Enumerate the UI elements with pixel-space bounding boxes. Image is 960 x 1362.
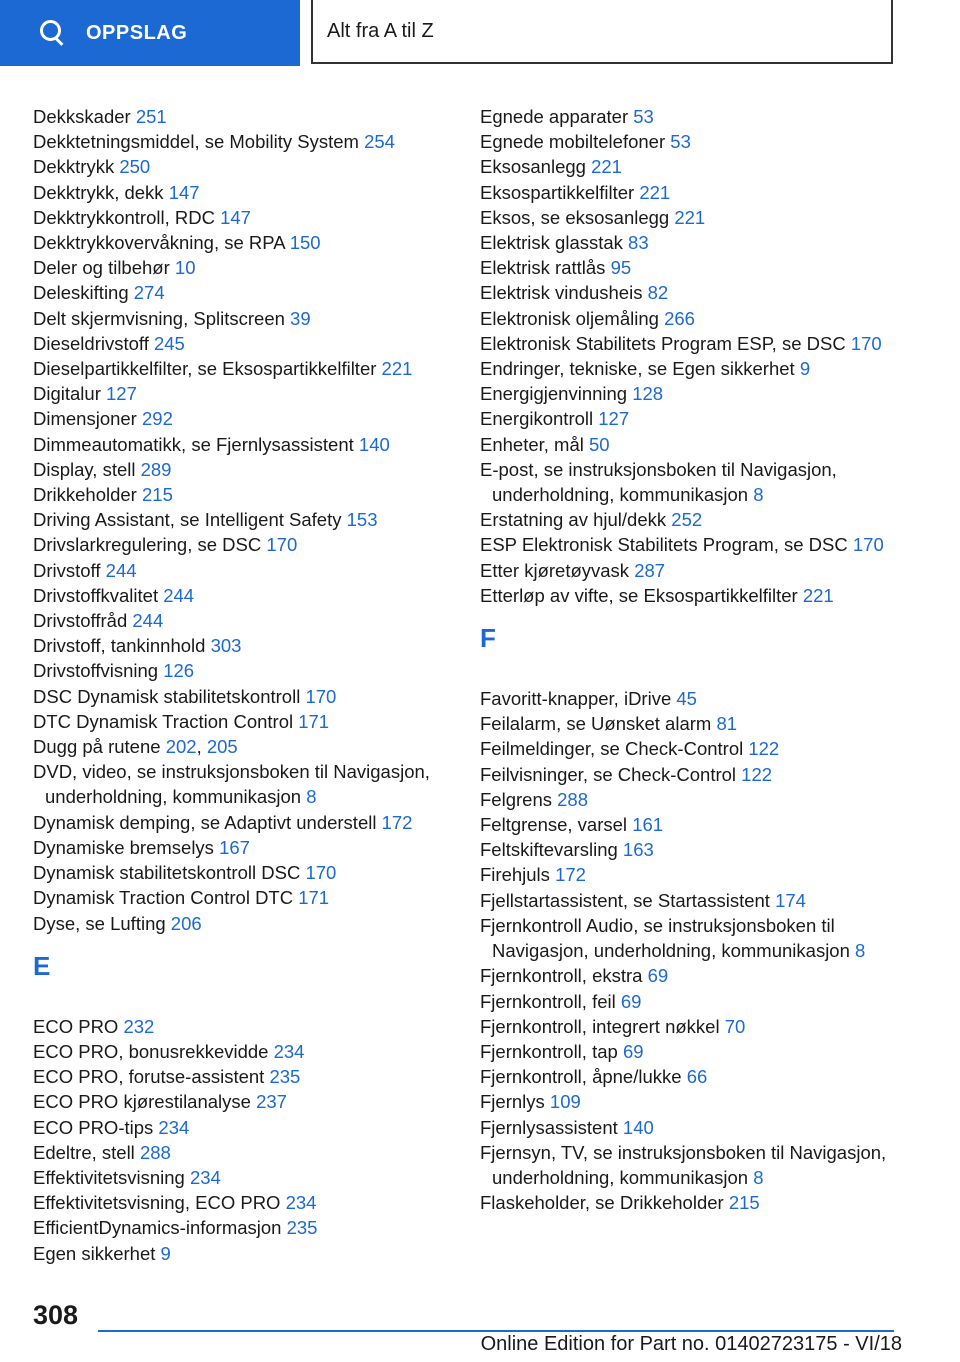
- index-entry: [480, 306, 910, 331]
- entry-term: Etter kjøretøyvask: [480, 559, 635, 581]
- index-entry: [33, 104, 463, 129]
- page-link[interactable]: 140: [622, 1116, 654, 1138]
- index-entry: [33, 835, 463, 860]
- entry-term: Flaskeholder, se Drikkeholder: [480, 1192, 729, 1214]
- entry-term: Feilalarm, se Uønsket alarm: [480, 713, 717, 735]
- entry-term: DTC Dynamisk Traction Control: [33, 710, 299, 732]
- index-entry: [480, 1140, 910, 1190]
- index-entry: [33, 759, 463, 809]
- entry-term: Dieselpartikkelfilter, se Eksospartikkelfilter: [33, 358, 382, 380]
- index-entry: [33, 1165, 463, 1190]
- index-entry: [480, 230, 910, 255]
- page-link[interactable]: 234: [285, 1192, 317, 1214]
- page-link[interactable]: 221: [802, 584, 834, 606]
- index-entry: [33, 1089, 463, 1114]
- entry-term: Digitalur: [33, 383, 106, 405]
- entry-term: Energigjenvinning: [480, 383, 633, 405]
- entry-term: Egnede apparater: [480, 106, 634, 127]
- entry-term: Dekktrykk: [33, 156, 120, 178]
- entry-term: Deleskifting: [33, 282, 134, 304]
- page-link[interactable]: 122: [748, 738, 780, 760]
- page-link[interactable]: 8: [855, 940, 866, 962]
- entry-term: Feilvisninger, se Check-Control: [480, 763, 742, 785]
- entry-term: Fjernkontroll Audio, se instruksjonsboken til Navigasjon, underholdning, kommunikasjon: [480, 914, 856, 962]
- breadcrumb-text: Alt fra A til Z: [327, 19, 434, 42]
- page-link[interactable]: 215: [142, 484, 173, 506]
- footer-edition: [481, 1333, 902, 1356]
- page-number: 308: [33, 1300, 79, 1330]
- page-link[interactable]: 245: [153, 332, 185, 354]
- index-entry: [33, 1039, 463, 1064]
- index-entry: [33, 860, 463, 885]
- index-entry: [33, 507, 463, 532]
- page-link[interactable]: 288: [557, 788, 588, 810]
- index-entry: [480, 583, 910, 608]
- entry-term: Drivstoffråd: [33, 610, 133, 632]
- search-icon: [40, 20, 66, 46]
- entry-term: Effektivitetsvisning: [33, 1166, 190, 1188]
- section-letter: E: [33, 950, 51, 981]
- page-link[interactable]: 237: [256, 1091, 287, 1113]
- index-entry: [33, 1140, 463, 1165]
- index-entry: [480, 1089, 910, 1114]
- index-entry: [480, 180, 910, 205]
- page-link[interactable]: 50: [589, 433, 610, 455]
- page-link[interactable]: 150: [289, 232, 321, 254]
- page-link[interactable]: 127: [106, 383, 137, 405]
- page-link[interactable]: 9: [799, 358, 811, 380]
- page-link[interactable]: 170: [305, 685, 337, 707]
- page-link[interactable]: 235: [269, 1066, 301, 1088]
- index-entry: [480, 1039, 910, 1064]
- entry-term: Dekktrykkovervåkning, se RPA: [33, 232, 290, 254]
- index-entry: [33, 583, 463, 608]
- page-link[interactable]: 232: [123, 1015, 155, 1037]
- entry-term: Display, stell: [33, 458, 141, 480]
- page-link[interactable]: 234: [273, 1040, 305, 1062]
- index-entry: [33, 1115, 463, 1140]
- index-entry: [33, 356, 463, 381]
- entry-term: Fjernkontroll, åpne/lukke: [480, 1066, 687, 1088]
- page-link[interactable]: 53: [633, 106, 654, 127]
- page-link[interactable]: 9: [160, 1242, 171, 1264]
- index-entry: [480, 1014, 910, 1039]
- index-entry: [33, 331, 463, 356]
- page-link[interactable]: 288: [139, 1141, 171, 1163]
- index-entry: [33, 1014, 463, 1039]
- index-entry: [33, 810, 463, 835]
- entry-term: Drivstoff, tankinnhold: [33, 635, 211, 657]
- index-entry: [480, 862, 910, 887]
- index-entry: [480, 736, 910, 761]
- index-entry: [480, 837, 910, 862]
- index-entry: [33, 482, 463, 507]
- page-link[interactable]: 81: [716, 713, 738, 735]
- page-link[interactable]: 69: [647, 965, 669, 987]
- edition-text: Online Edition for Part no. 01402723175 - VI/18: [480, 1333, 902, 1355]
- entry-term: Dugg på rutene: [33, 736, 166, 758]
- entry-term: Drivstoff: [33, 559, 106, 581]
- entry-term: Endringer, tekniske, se Egen sikkerhet: [480, 358, 800, 380]
- page-link[interactable]: 221: [591, 156, 622, 178]
- page-link[interactable]: 8: [306, 786, 317, 808]
- entry-term: EfficientDynamics-informasjon: [33, 1217, 287, 1239]
- entry-term: DSC Dynamisk stabilitetskontroll: [33, 685, 306, 707]
- page-link[interactable]: 205: [206, 736, 238, 758]
- entry-term: Dekktrykkontroll, RDC: [33, 206, 221, 228]
- page-link[interactable]: 128: [632, 383, 664, 405]
- index-entry: [480, 686, 910, 711]
- entry-term: Driving Assistant, se Intelligent Safety: [33, 509, 347, 531]
- header: [0, 0, 960, 66]
- index-entry: [33, 1241, 463, 1266]
- entry-term: Dekktrykk, dekk: [33, 181, 169, 203]
- entry-term: Fjernsyn, TV, se instruksjonsboken til Navigasjon, underholdning, kommunikasjon: [480, 1141, 887, 1188]
- page-link[interactable]: 10: [174, 257, 196, 279]
- entry-term: Dynamisk Traction Control DTC: [33, 887, 299, 909]
- page-link[interactable]: 174: [775, 889, 806, 911]
- index-entry: [480, 787, 910, 812]
- page-link[interactable]: 244: [105, 559, 137, 581]
- page-link[interactable]: 69: [622, 1040, 644, 1062]
- index-entry: [33, 230, 463, 255]
- page-link[interactable]: 167: [219, 836, 250, 858]
- page-link[interactable]: 8: [753, 484, 764, 506]
- entry-term: Drivstoffkvalitet: [33, 584, 164, 606]
- page-link[interactable]: 292: [142, 408, 173, 430]
- index-entry: [33, 306, 463, 331]
- page-link[interactable]: 170: [850, 332, 882, 354]
- page-link[interactable]: 234: [158, 1116, 190, 1138]
- index-entry: [480, 711, 910, 736]
- index-entry: [480, 356, 910, 381]
- index-entry: [33, 1064, 463, 1089]
- index-entry: [480, 104, 910, 129]
- index-entry: [480, 255, 910, 280]
- page-link[interactable]: 8: [753, 1166, 764, 1188]
- page-link[interactable]: 274: [133, 282, 165, 304]
- entry-term: Elektrisk vindusheis: [480, 282, 648, 304]
- entry-term: Dimensjoner: [33, 408, 142, 430]
- index-entry: Dugg på rutene 202, 205: [33, 736, 238, 758]
- entry-term: Fjernkontroll, tap: [480, 1040, 623, 1062]
- page-link[interactable]: 234: [189, 1166, 221, 1188]
- index-entry: [480, 762, 910, 787]
- index-entry: [480, 205, 910, 230]
- entry-term: Edeltre, stell: [33, 1141, 140, 1163]
- page-link[interactable]: 244: [132, 610, 164, 632]
- tab-label: OPPSLAG: [86, 21, 188, 44]
- page-link[interactable]: 66: [686, 1066, 708, 1088]
- page-link[interactable]: 122: [741, 763, 773, 785]
- index-entry: [33, 432, 463, 457]
- entry-term: Eksosanlegg: [480, 156, 592, 178]
- entry-term: Dynamiske bremselys: [33, 836, 220, 858]
- entry-term: ECO PRO kjørestilanalyse: [33, 1091, 257, 1113]
- page-link[interactable]: 127: [598, 408, 630, 430]
- entry-term: ESP Elektronisk Stabilitets Program, se DSC: [480, 534, 853, 556]
- entry-term: Fjernkontroll, ekstra: [480, 965, 648, 987]
- page-link[interactable]: 303: [210, 635, 242, 657]
- index-entry: [33, 633, 463, 658]
- entry-term: Egen sikkerhet: [33, 1242, 161, 1264]
- entry-term: Feltgrense, varsel: [480, 814, 633, 836]
- index-entry: [33, 205, 463, 230]
- page-link[interactable]: 235: [286, 1217, 318, 1239]
- page-link[interactable]: 171: [298, 887, 330, 909]
- index-entry: [480, 154, 910, 179]
- page-link[interactable]: 69: [620, 990, 642, 1012]
- index-entry: [480, 989, 910, 1014]
- page-link[interactable]: 161: [632, 814, 664, 836]
- entry-term: Effektivitetsvisning, ECO PRO: [33, 1192, 286, 1214]
- index-column-right: [480, 104, 910, 1215]
- page-link[interactable]: 202: [165, 736, 197, 758]
- entry-term: Etterløp av vifte, se Eksospartikkelfilter: [480, 584, 803, 606]
- index-entry: [480, 532, 910, 557]
- entry-term: Felgrens: [480, 788, 558, 810]
- entry-term: Fjernlysassistent: [480, 1116, 623, 1138]
- index-entry: [480, 963, 910, 988]
- page-link[interactable]: 45: [676, 688, 697, 710]
- index-entry: [33, 558, 463, 583]
- page-link[interactable]: 172: [381, 811, 413, 833]
- entry-term: Dynamisk stabilitetskontroll DSC: [33, 862, 306, 884]
- index-entry: [33, 381, 463, 406]
- entry-term: Dieseldrivstoff: [33, 332, 154, 354]
- index-entry: [480, 913, 910, 963]
- entry-term: Drivslarkregulering, se DSC: [33, 534, 267, 556]
- page-link[interactable]: 251: [135, 106, 167, 127]
- entry-term: Fjernlys: [480, 1091, 550, 1113]
- index-entry: [33, 911, 463, 936]
- index-column-left: [33, 104, 463, 1266]
- page-link[interactable]: 206: [170, 912, 202, 934]
- page-link[interactable]: 83: [628, 232, 649, 254]
- entry-term: Feilmeldinger, se Check-Control: [480, 738, 749, 760]
- page-link[interactable]: 287: [634, 559, 666, 581]
- index-entry: [480, 1190, 910, 1215]
- page-link[interactable]: 95: [610, 257, 632, 279]
- index-entry: [33, 154, 463, 179]
- index-entry: [33, 406, 463, 431]
- page-link[interactable]: 221: [639, 181, 671, 203]
- page-link[interactable]: 254: [364, 131, 395, 153]
- entry-term: Fjellstartassistent, se Startassistent: [480, 889, 776, 911]
- section-letter: F: [480, 623, 496, 654]
- entry-term: Feltskiftevarsling: [480, 839, 623, 861]
- index-entry: [33, 885, 463, 910]
- entry-term: Dimmeautomatikk, se Fjernlysassistent: [33, 433, 359, 455]
- entry-term: Favoritt-knapper, iDrive: [480, 688, 677, 710]
- index-entry: [33, 1215, 463, 1240]
- page-link[interactable]: 266: [664, 307, 695, 329]
- page-link[interactable]: 252: [671, 509, 703, 531]
- index-entry: [33, 709, 463, 734]
- page-link[interactable]: 289: [140, 458, 172, 480]
- entry-term: Elektronisk oljemåling: [480, 307, 665, 329]
- page-link[interactable]: 147: [220, 206, 251, 228]
- entry-term: Dyse, se Lufting: [33, 912, 171, 934]
- entry-term: Erstatning av hjul/dekk: [480, 509, 672, 531]
- entry-term: ECO PRO: [33, 1015, 124, 1037]
- page-link[interactable]: 147: [168, 181, 200, 203]
- page-link[interactable]: 215: [728, 1192, 760, 1214]
- page-link[interactable]: 171: [298, 710, 330, 732]
- index-entry: [33, 684, 463, 709]
- index-entry: [480, 558, 910, 583]
- page-link[interactable]: 244: [163, 584, 195, 606]
- entry-term: Egnede mobiltelefoner: [480, 131, 671, 153]
- index-entry: [480, 888, 910, 913]
- page-link[interactable]: 172: [555, 864, 586, 886]
- index-entry: [480, 432, 910, 457]
- page-link[interactable]: 109: [549, 1091, 581, 1113]
- index-entry: [33, 129, 463, 154]
- entry-term: Dynamisk demping, se Adaptivt understell: [33, 811, 382, 833]
- index-entry: [480, 331, 910, 356]
- index-entry: [33, 608, 463, 633]
- entry-term: Fjernkontroll, integrert nøkkel: [480, 1015, 725, 1037]
- page-link[interactable]: 70: [724, 1015, 746, 1037]
- page-link[interactable]: 53: [670, 131, 691, 153]
- entry-term: Energikontroll: [480, 408, 599, 430]
- entry-term: Elektrisk rattlås: [480, 257, 611, 279]
- footer-divider: [98, 1330, 894, 1332]
- entry-term: Dekkskader: [33, 106, 136, 127]
- tab-oppslag[interactable]: [0, 0, 300, 66]
- entry-term: Deler og tilbehør: [33, 257, 175, 279]
- index-entry: [480, 381, 910, 406]
- entry-term: Elektronisk Stabilitets Program ESP, se DSC: [480, 332, 851, 354]
- index-entry: [33, 255, 463, 280]
- entry-term: Elektrisk glasstak: [480, 232, 629, 254]
- entry-term: Drivstoffvisning: [33, 660, 164, 682]
- entry-term: Enheter, mål: [480, 433, 590, 455]
- entry-term: Fjernkontroll, feil: [480, 990, 621, 1012]
- index-entry: [33, 280, 463, 305]
- page-link[interactable]: 126: [163, 660, 195, 682]
- index-entry: [33, 658, 463, 683]
- entry-term: ECO PRO, forutse-assistent: [33, 1066, 270, 1088]
- entry-term: Delt skjermvisning, Splitscreen: [33, 307, 291, 329]
- page-link[interactable]: 170: [266, 534, 298, 556]
- entry-term: Drikkeholder: [33, 484, 142, 506]
- page-link[interactable]: 39: [290, 307, 311, 329]
- page-link[interactable]: 170: [305, 862, 337, 884]
- index-entry: [480, 129, 910, 154]
- entry-term: ECO PRO, bonusrekkevidde: [33, 1040, 274, 1062]
- index-entry: [480, 280, 910, 305]
- page-link[interactable]: 82: [647, 282, 669, 304]
- page-link[interactable]: 153: [346, 509, 378, 531]
- page-link[interactable]: 170: [852, 534, 884, 556]
- index-entry: [33, 180, 463, 205]
- entry-term: DVD, video, se instruksjonsboken til Navigasjon, underholdning, kommunikasjon: [33, 761, 430, 808]
- entry-term: E-post, se instruksjonsboken til Navigasjon, underholdning, kommunikasjon: [480, 458, 837, 506]
- index-entry: [480, 1115, 910, 1140]
- entry-term: Firehjuls: [480, 864, 556, 886]
- index-entry: [480, 1064, 910, 1089]
- page-link[interactable]: 163: [622, 839, 654, 861]
- page-link[interactable]: 221: [674, 206, 706, 228]
- index-entry: [480, 812, 910, 837]
- page-link[interactable]: 250: [119, 156, 151, 178]
- breadcrumb: [311, 0, 893, 64]
- page-link[interactable]: 140: [358, 433, 390, 455]
- entry-term: ECO PRO-tips: [33, 1116, 159, 1138]
- index-entry: [480, 406, 910, 431]
- entry-term: Eksos, se eksosanlegg: [480, 206, 675, 228]
- page-link[interactable]: 221: [381, 358, 413, 380]
- index-entry: [33, 532, 463, 557]
- index-entry: [480, 507, 910, 532]
- index-entry: [33, 457, 463, 482]
- entry-term: Dekktetningsmiddel, se Mobility System: [33, 131, 365, 153]
- entry-term: Eksospartikkelfilter: [480, 181, 640, 203]
- index-entry: [480, 457, 910, 507]
- index-entry: [33, 1190, 463, 1215]
